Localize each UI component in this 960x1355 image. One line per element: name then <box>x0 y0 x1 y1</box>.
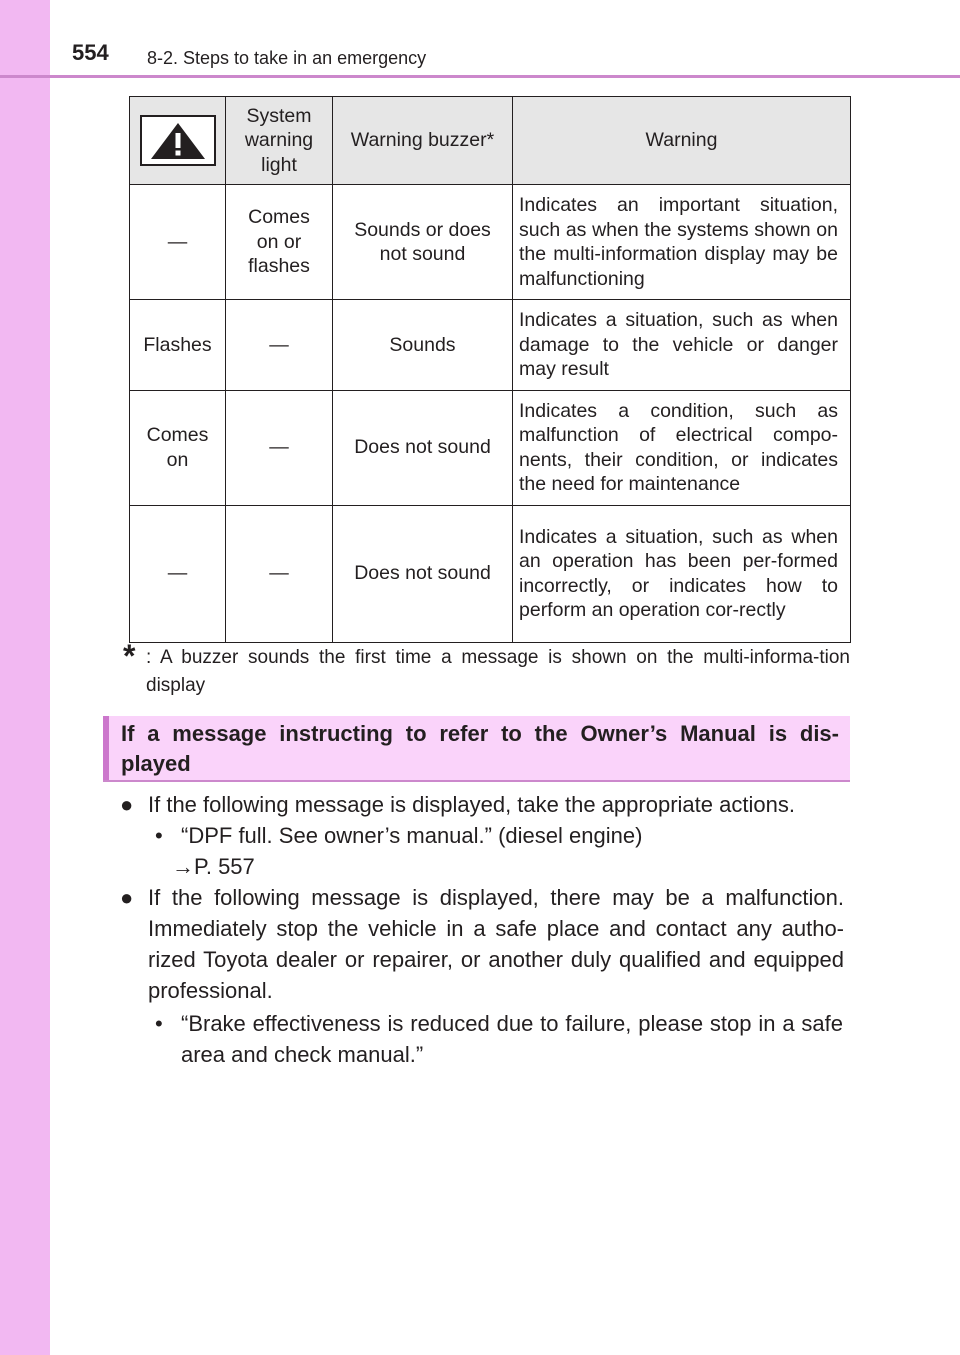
row4-light-cell: — <box>226 505 333 642</box>
footnote-asterisk: * <box>123 638 136 674</box>
row1-buzzer-cell: Sounds or does not sound <box>333 185 513 300</box>
page-reference-link[interactable]: →P. 557 <box>172 854 255 879</box>
row3-icon-cell: Comes on <box>130 390 226 505</box>
sub-text-1: “DPF full. See owner’s manual.” (diesel engine) <box>181 823 643 848</box>
row4-warning-cell: Indicates a situation, such as when an operation has been per-formed incorrectly, or indicates how to perform an operation cor-rectly <box>513 505 851 642</box>
sub-item-2 <box>155 1008 843 1070</box>
header-rule <box>0 75 960 78</box>
bullet-dot-icon: ● <box>120 792 134 817</box>
sub-bullet-icon: • <box>155 823 163 848</box>
row2-icon-cell: Flashes <box>130 300 226 391</box>
bullet-item-1 <box>120 789 844 820</box>
heading-accent-bar <box>103 716 109 780</box>
row3-light-cell: — <box>226 390 333 505</box>
side-color-strip <box>0 0 50 1355</box>
sub-item-1 <box>155 820 835 851</box>
bullet-dot-icon: ● <box>120 885 134 910</box>
header-cell-warning: Warning <box>513 97 851 185</box>
table-footnote <box>118 638 850 700</box>
table-row <box>130 390 851 505</box>
row1-icon-cell: — <box>130 185 226 300</box>
bullet-text-2: If the following message is displayed, there may be a malfunction. Immediately stop the vehicle in a safe place and contact any autho-rized Toyota dealer or repairer, or another duly qualified and equipped professional. <box>148 885 844 1003</box>
header-cell-buzzer: Warning buzzer* <box>333 97 513 185</box>
row2-warning-cell: Indicates a situation, such as when damage to the vehicle or danger may result <box>513 300 851 391</box>
table-header-row <box>130 97 851 185</box>
row1-warning-cell: Indicates an important situation, such as when the systems shown on the multi-information display may be malfunctioning <box>513 185 851 300</box>
row4-icon-cell: — <box>130 505 226 642</box>
bullet-text-1: If the following message is displayed, take the appropriate actions. <box>148 792 795 817</box>
row4-buzzer-cell: Does not sound <box>333 505 513 642</box>
sub-bullet-icon: • <box>155 1011 163 1036</box>
section-heading-box <box>103 716 850 782</box>
warning-table <box>129 96 851 643</box>
row2-buzzer-cell: Sounds <box>333 300 513 391</box>
table-row <box>130 505 851 642</box>
section-title: 8-2. Steps to take in an emergency <box>147 48 427 68</box>
section-heading: If a message instructing to refer to the Owner’s Manual is dis-played <box>121 721 839 776</box>
header-cell-light: System warning light <box>226 97 333 185</box>
row3-warning-cell: Indicates a condition, such as malfunction of electrical compo-nents, their condition, or indicates the need for maintenance <box>513 390 851 505</box>
page-number: 554 <box>72 40 109 65</box>
row1-light-cell: Comes on or flashes <box>226 185 333 300</box>
warning-triangle-icon <box>140 115 216 166</box>
bullet-item-2 <box>120 882 844 1006</box>
header-cell-icon <box>130 97 226 185</box>
sub-text-2: “Brake effectiveness is reduced due to failure, please stop in a safe area and check manual.” <box>181 1011 843 1067</box>
table-row <box>130 185 851 300</box>
row2-light-cell: — <box>226 300 333 391</box>
row3-buzzer-cell: Does not sound <box>333 390 513 505</box>
table-row <box>130 300 851 391</box>
footnote-text: : A buzzer sounds the first time a message is shown on the multi-informa-tion display <box>146 647 850 696</box>
